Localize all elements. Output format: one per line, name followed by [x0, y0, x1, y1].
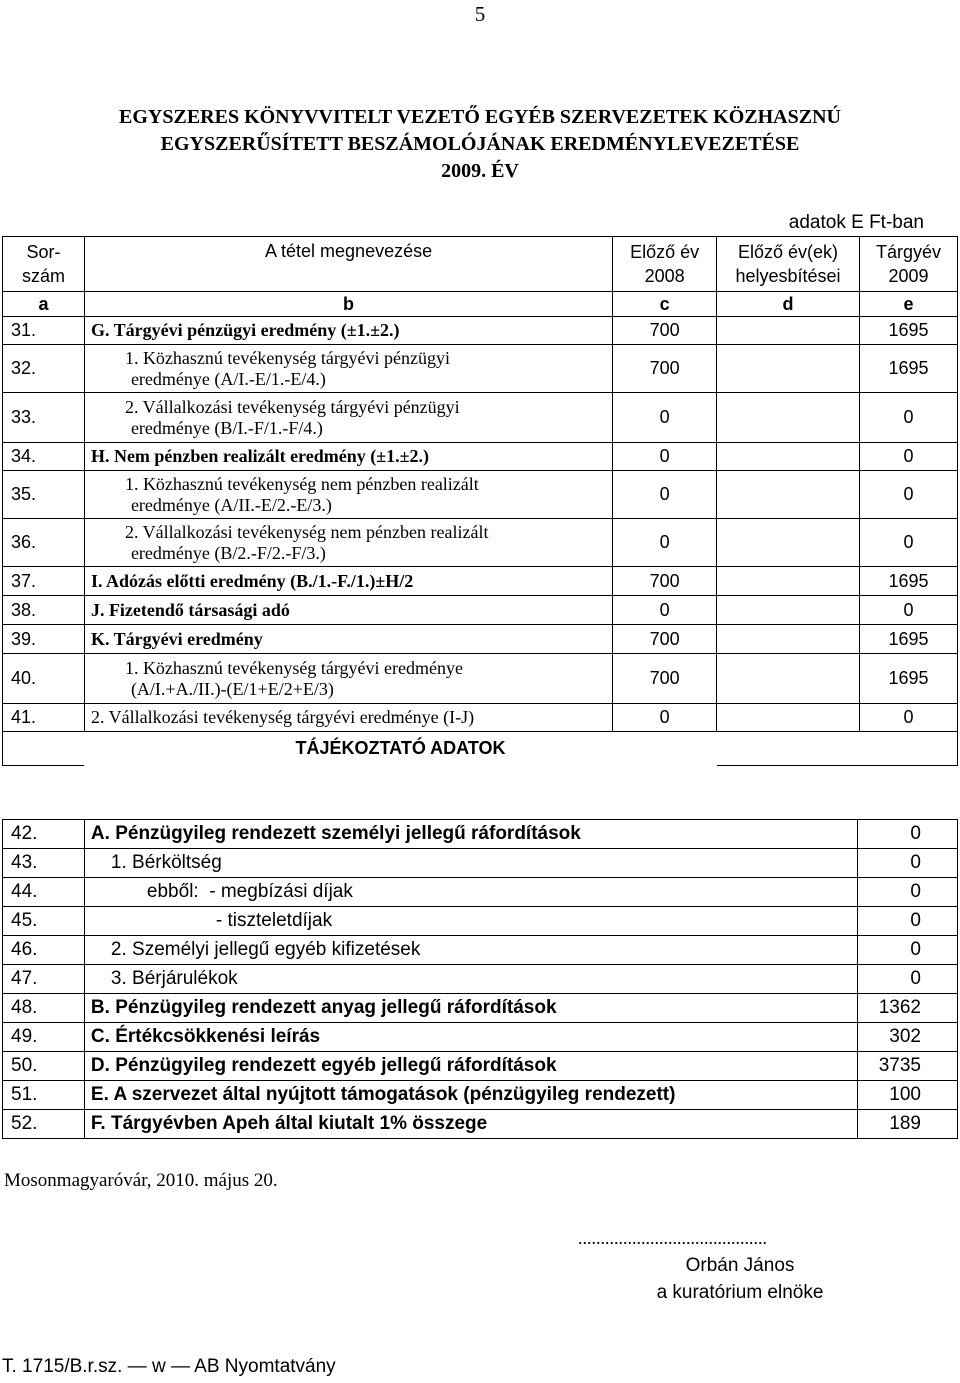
current-year-value: 1695	[860, 345, 958, 393]
title-line-3: 2009. ÉV	[441, 160, 519, 182]
row-label: ebből: - megbízási díjak	[84, 878, 857, 907]
table-row	[3, 936, 958, 965]
table-row	[3, 965, 958, 994]
adjustment-value	[717, 625, 860, 654]
row-value: 0	[858, 907, 958, 936]
prev-year-value: 700	[613, 345, 717, 393]
row-label: G. Tárgyévi pénzügyi eredmény (±1.±2.)	[84, 317, 612, 345]
row-number: 36.	[3, 519, 85, 567]
document-title	[0, 104, 960, 185]
row-number: 46.	[3, 936, 85, 965]
row-label: E. A szervezet által nyújtott támogatások (pénzügyileg rendezett)	[84, 1081, 857, 1110]
row-label: C. Értékcsökkenési leírás	[84, 1023, 857, 1052]
letter-e: e	[860, 292, 958, 317]
row-label: F. Tárgyévben Apeh által kiutalt 1% összege	[84, 1110, 857, 1139]
table-row	[3, 443, 958, 471]
table-row	[3, 994, 958, 1023]
title-line-2: EGYSZERŰSÍTETT BESZÁMOLÓJÁNAK EREDMÉNYLEVEZETÉSE	[160, 133, 800, 155]
row-number: 39.	[3, 625, 85, 654]
prev-year-value: 700	[613, 317, 717, 345]
adjustment-value	[717, 519, 860, 567]
table-row	[3, 654, 958, 704]
header-targyev: Tárgyév 2009	[860, 237, 958, 292]
unit-note: adatok E Ft-ban	[788, 212, 924, 233]
row-label: A. Pénzügyileg rendezett személyi jellegű ráfordítások	[84, 820, 857, 849]
letter-row	[3, 292, 958, 317]
table-row	[3, 1023, 958, 1052]
title-line-1: EGYSZERES KÖNYVVITELT VEZETŐ EGYÉB SZERVEZETEK KÖZHASZNÚ	[119, 106, 841, 128]
current-year-value: 0	[860, 443, 958, 471]
adjustment-value	[717, 596, 860, 625]
row-number: 38.	[3, 596, 85, 625]
current-year-value: 0	[860, 704, 958, 732]
letter-d: d	[717, 292, 860, 317]
table-row	[3, 878, 958, 907]
row-label: - tiszteletdíjak	[84, 907, 857, 936]
table-row	[3, 1081, 958, 1110]
info-heading: TÁJÉKOZTATÓ ADATOK	[295, 738, 506, 759]
signatory-role: a kuratórium elnöke	[656, 1282, 824, 1303]
row-label: 2. Személyi jellegű egyéb kifizetések	[84, 936, 857, 965]
adjustment-value	[717, 567, 860, 596]
row-label: H. Nem pénzben realizált eredmény (±1.±2.)	[84, 443, 612, 471]
row-value: 3735	[858, 1052, 958, 1081]
current-year-value: 1695	[860, 654, 958, 704]
info-heading-row	[3, 732, 958, 766]
row-number: 33.	[3, 393, 85, 443]
table-row	[3, 596, 958, 625]
adjustment-value	[717, 317, 860, 345]
table-row	[3, 907, 958, 936]
row-number: 37.	[3, 567, 85, 596]
row-number: 31.	[3, 317, 85, 345]
row-label: 2. Vállalkozási tevékenység nem pénzben realizált eredménye (B/2.-F/2.-F/3.)	[84, 519, 612, 567]
info-table	[2, 819, 958, 1139]
signature-block	[620, 1252, 860, 1306]
prev-year-value: 0	[613, 519, 717, 567]
prev-year-value: 700	[613, 625, 717, 654]
signatory-name: Orbán János	[685, 1255, 795, 1276]
row-label: K. Tárgyévi eredmény	[84, 625, 612, 654]
row-value: 189	[858, 1110, 958, 1139]
table-row	[3, 317, 958, 345]
letter-b: b	[84, 292, 612, 317]
table-row	[3, 849, 958, 878]
prev-year-value: 700	[613, 567, 717, 596]
signature-line: ..........................................	[578, 1228, 767, 1248]
current-year-value: 0	[860, 596, 958, 625]
row-number: 32.	[3, 345, 85, 393]
row-number: 43.	[3, 849, 85, 878]
header-helyesbites: Előző év(ek) helyesbítései	[717, 237, 860, 292]
row-label: 1. Közhasznú tevékenység tárgyévi pénzügyi eredménye (A/I.-E/1.-E/4.)	[84, 345, 612, 393]
header-row	[3, 237, 958, 292]
header-elozo-ev: Előző év 2008	[613, 237, 717, 292]
row-label: J. Fizetendő társasági adó	[84, 596, 612, 625]
row-number: 48.	[3, 994, 85, 1023]
row-value: 1362	[858, 994, 958, 1023]
row-label: B. Pénzügyileg rendezett anyag jellegű ráfordítások	[84, 994, 857, 1023]
letter-a: a	[3, 292, 85, 317]
table-row	[3, 393, 958, 443]
row-label: 1. Közhasznú tevékenység tárgyévi eredménye (A/I.+A./II.)-(E/1+E/2+E/3)	[84, 654, 612, 704]
results-table	[2, 236, 958, 766]
table-row	[3, 519, 958, 567]
row-number: 44.	[3, 878, 85, 907]
current-year-value: 1695	[860, 625, 958, 654]
prev-year-value: 0	[613, 393, 717, 443]
current-year-value: 0	[860, 519, 958, 567]
row-number: 41.	[3, 704, 85, 732]
row-label: 3. Bérjárulékok	[84, 965, 857, 994]
table-row	[3, 1052, 958, 1081]
prev-year-value: 0	[613, 596, 717, 625]
adjustment-value	[717, 443, 860, 471]
prev-year-value: 0	[613, 704, 717, 732]
row-value: 0	[858, 849, 958, 878]
table-row	[3, 820, 958, 849]
adjustment-value	[717, 654, 860, 704]
row-number: 49.	[3, 1023, 85, 1052]
adjustment-value	[717, 393, 860, 443]
row-value: 0	[858, 820, 958, 849]
form-footer: T. 1715/B.r.sz. — w — AB Nyomtatvány	[2, 1356, 336, 1377]
row-label: 1. Bérköltség	[84, 849, 857, 878]
row-label: 2. Vállalkozási tevékenység tárgyévi pénzügyi eredménye (B/I.-F/1.-F/4.)	[84, 393, 612, 443]
row-number: 42.	[3, 820, 85, 849]
current-year-value: 0	[860, 471, 958, 519]
row-value: 302	[858, 1023, 958, 1052]
row-number: 52.	[3, 1110, 85, 1139]
letter-c: c	[613, 292, 717, 317]
row-number: 47.	[3, 965, 85, 994]
table-row	[3, 567, 958, 596]
page-number: 5	[474, 2, 486, 26]
place-date: Mosonmagyaróvár, 2010. május 20.	[4, 1170, 278, 1191]
current-year-value: 0	[860, 393, 958, 443]
current-year-value: 1695	[860, 317, 958, 345]
table-row	[3, 471, 958, 519]
table-row	[3, 345, 958, 393]
row-value: 0	[858, 965, 958, 994]
prev-year-value: 0	[613, 471, 717, 519]
row-label: I. Adózás előtti eredmény (B./1.-F./1.)±H/2	[84, 567, 612, 596]
table-row	[3, 1110, 958, 1139]
header-sorszam: Sor- szám	[3, 237, 85, 292]
row-number: 35.	[3, 471, 85, 519]
row-label: 1. Közhasznú tevékenység nem pénzben realizált eredménye (A/II.-E/2.-E/3.)	[84, 471, 612, 519]
prev-year-value: 700	[613, 654, 717, 704]
current-year-value: 1695	[860, 567, 958, 596]
table-row	[3, 704, 958, 732]
row-number: 50.	[3, 1052, 85, 1081]
adjustment-value	[717, 704, 860, 732]
adjustment-value	[717, 345, 860, 393]
row-label: 2. Vállalkozási tevékenység tárgyévi eredménye (I-J)	[84, 704, 612, 732]
row-number: 51.	[3, 1081, 85, 1110]
header-megnevezes: A tétel megnevezése	[84, 237, 612, 292]
table-row	[3, 625, 958, 654]
row-value: 0	[858, 936, 958, 965]
row-number: 34.	[3, 443, 85, 471]
adjustment-value	[717, 471, 860, 519]
prev-year-value: 0	[613, 443, 717, 471]
row-number: 45.	[3, 907, 85, 936]
row-value: 0	[858, 878, 958, 907]
row-number: 40.	[3, 654, 85, 704]
row-label: D. Pénzügyileg rendezett egyéb jellegű ráfordítások	[84, 1052, 857, 1081]
row-value: 100	[858, 1081, 958, 1110]
